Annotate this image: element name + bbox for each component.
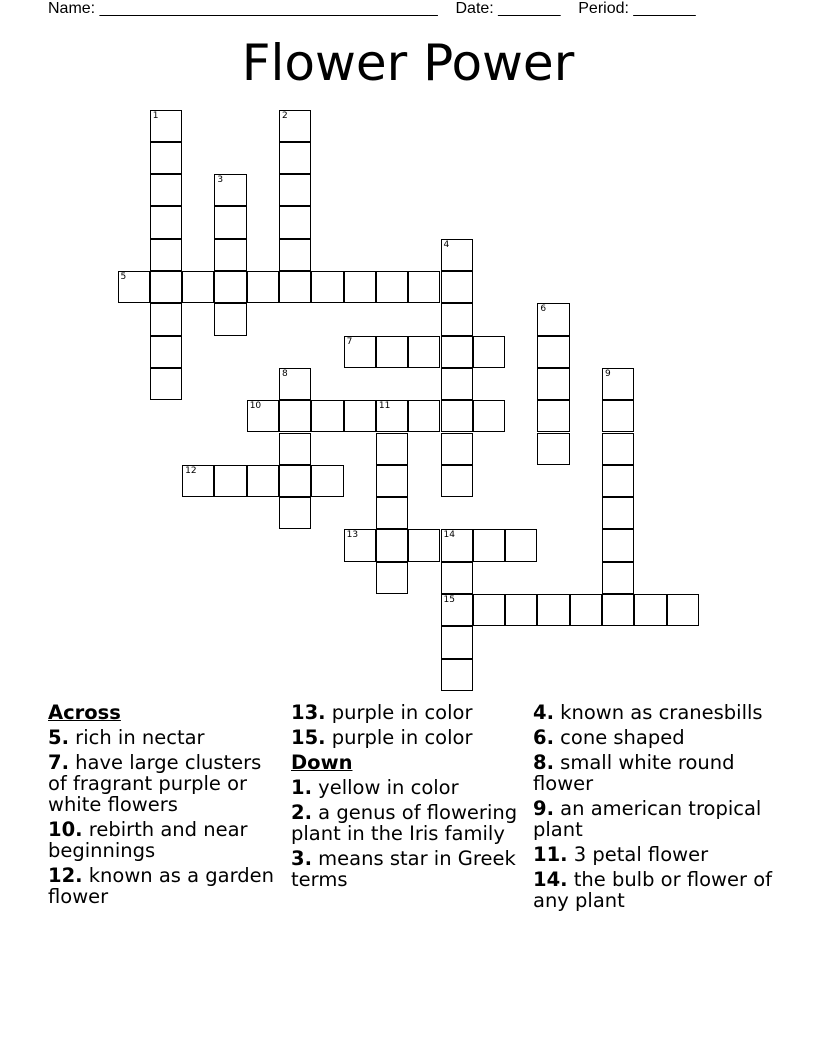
clue-10	[48, 819, 280, 861]
crossword-cell[interactable]	[214, 174, 246, 206]
clue-text: yellow in color	[311, 776, 459, 799]
clue-text: the bulb or flower of any plant	[533, 868, 772, 912]
crossword-cell[interactable]	[311, 400, 343, 432]
clue-number: 6.	[533, 726, 554, 749]
across-clue-list	[48, 727, 280, 907]
crossword-cell[interactable]	[537, 303, 569, 335]
crossword-cell[interactable]	[150, 368, 182, 400]
crossword-cell[interactable]	[602, 400, 634, 432]
down-heading: Down	[291, 751, 353, 774]
crossword-cell[interactable]	[505, 594, 537, 626]
crossword-cell[interactable]	[247, 271, 279, 303]
crossword-cell[interactable]	[118, 271, 150, 303]
crossword-cell[interactable]	[279, 433, 311, 465]
crossword-cell[interactable]	[441, 271, 473, 303]
crossword-cell[interactable]	[441, 594, 473, 626]
crossword-cell[interactable]	[537, 594, 569, 626]
crossword-cell[interactable]	[441, 336, 473, 368]
crossword-cell[interactable]	[537, 336, 569, 368]
crossword-cell[interactable]	[214, 239, 246, 271]
crossword-cell[interactable]	[376, 562, 408, 594]
clue-9	[533, 798, 773, 840]
crossword-cell[interactable]	[344, 271, 376, 303]
crossword-cell[interactable]	[150, 142, 182, 174]
crossword-cell[interactable]	[602, 529, 634, 561]
cell-number: 8	[282, 368, 288, 379]
cell-number: 9	[605, 368, 611, 379]
across-clue-list-continued	[291, 702, 523, 748]
crossword-cell[interactable]	[247, 465, 279, 497]
crossword-cell[interactable]	[376, 271, 408, 303]
crossword-cell[interactable]	[150, 303, 182, 335]
crossword-cell[interactable]	[279, 400, 311, 432]
cell-number: 3	[217, 175, 224, 186]
crossword-cell[interactable]	[279, 465, 311, 497]
clue-13	[291, 702, 523, 723]
crossword-cell[interactable]	[408, 400, 440, 432]
crossword-cell[interactable]	[602, 465, 634, 497]
clue-text: known as cranesbills	[553, 701, 763, 724]
clue-text: cone shaped	[553, 726, 685, 749]
cell-number: 6	[540, 304, 547, 315]
cell-number: 2	[282, 110, 288, 121]
clue-column-1	[48, 702, 280, 911]
crossword-cell[interactable]	[473, 336, 505, 368]
clue-text: known as a garden flower	[48, 864, 275, 908]
cell-number: 13	[346, 530, 359, 541]
clue-number: 2.	[291, 801, 312, 824]
crossword-cell[interactable]	[441, 303, 473, 335]
clue-text: purple in color	[325, 701, 473, 724]
crossword-cell[interactable]	[214, 303, 246, 335]
crossword-cell[interactable]	[344, 400, 376, 432]
crossword-cell[interactable]	[150, 336, 182, 368]
crossword-cell[interactable]	[441, 433, 473, 465]
crossword-cell[interactable]	[279, 174, 311, 206]
crossword-cell[interactable]	[376, 336, 408, 368]
clue-2	[291, 802, 523, 844]
crossword-cell[interactable]	[376, 497, 408, 529]
crossword-cell[interactable]	[441, 368, 473, 400]
clue-number: 15.	[291, 726, 326, 749]
crossword-cell[interactable]	[279, 142, 311, 174]
crossword-cell[interactable]	[505, 529, 537, 561]
clue-5	[48, 727, 280, 748]
crossword-cell[interactable]	[247, 400, 279, 432]
clue-15	[291, 727, 523, 748]
cell-number: 5	[120, 272, 127, 282]
clue-11	[533, 844, 773, 865]
crossword-cell[interactable]	[408, 336, 440, 368]
clue-8	[533, 752, 773, 794]
clue-6	[533, 727, 773, 748]
crossword-cell[interactable]	[441, 529, 473, 561]
crossword-cell[interactable]	[214, 271, 246, 303]
crossword-cell[interactable]	[376, 465, 408, 497]
crossword-cell[interactable]	[441, 239, 473, 271]
cell-number: 15	[443, 595, 455, 605]
crossword-cell[interactable]	[279, 110, 311, 142]
clue-number: 12.	[48, 864, 83, 887]
cell-number: 7	[346, 336, 353, 347]
crossword-cell[interactable]	[311, 465, 343, 497]
clue-number: 13.	[291, 701, 326, 724]
crossword-cell[interactable]	[667, 594, 699, 626]
crossword-cell[interactable]	[602, 433, 634, 465]
clue-number: 1.	[291, 776, 312, 799]
crossword-cell[interactable]	[537, 400, 569, 432]
clue-column-2	[291, 702, 523, 894]
crossword-cell[interactable]	[473, 594, 505, 626]
crossword-cell[interactable]	[441, 562, 473, 594]
clue-text: rebirth and near beginnings	[48, 818, 248, 862]
clue-number: 4.	[533, 701, 554, 724]
clue-text: an american tropical plant	[533, 797, 762, 841]
clue-1	[291, 777, 523, 798]
clue-7	[48, 752, 280, 815]
clue-column-3	[533, 702, 773, 915]
crossword-cell[interactable]	[150, 239, 182, 271]
cell-number: 14	[443, 530, 455, 541]
clue-12	[48, 865, 280, 907]
clue-14	[533, 869, 773, 911]
crossword-cell[interactable]	[408, 271, 440, 303]
cell-number: 10	[249, 401, 262, 412]
crossword-cell[interactable]	[473, 529, 505, 561]
crossword-cell[interactable]	[150, 206, 182, 238]
cell-number: 1	[152, 110, 159, 121]
crossword-cell[interactable]	[344, 529, 376, 561]
clue-number: 5.	[48, 726, 69, 749]
crossword-cell[interactable]	[279, 206, 311, 238]
clue-number: 7.	[48, 751, 69, 774]
crossword-cell[interactable]	[344, 336, 376, 368]
clue-text: purple in color	[325, 726, 473, 749]
crossword-cell[interactable]	[279, 271, 311, 303]
crossword-cell[interactable]	[602, 497, 634, 529]
page-title: Flower Power	[241, 34, 575, 92]
across-heading: Across	[48, 701, 121, 724]
cell-number: 11	[378, 401, 391, 412]
down-clue-list-continued	[533, 702, 773, 911]
crossword-cell[interactable]	[376, 433, 408, 465]
crossword-cell[interactable]	[473, 400, 505, 432]
down-clue-list	[291, 777, 523, 890]
crossword-cell[interactable]	[182, 465, 214, 497]
clue-text: means star in Greek terms	[291, 847, 516, 891]
clue-text: a genus of flowering plant in the Iris family	[291, 801, 518, 845]
clue-number: 10.	[48, 818, 83, 841]
crossword-cell[interactable]	[602, 562, 634, 594]
crossword-cell[interactable]	[150, 110, 182, 142]
crossword-cell[interactable]	[279, 239, 311, 271]
crossword-cell[interactable]	[602, 594, 634, 626]
clue-text: small white round flower	[533, 751, 735, 795]
clue-number: 9.	[533, 797, 554, 820]
crossword-cell[interactable]	[441, 465, 473, 497]
crossword-cell[interactable]	[214, 465, 246, 497]
crossword-cell[interactable]	[441, 659, 473, 691]
crossword-cell[interactable]	[182, 271, 214, 303]
clue-number: 8.	[533, 751, 554, 774]
crossword-cell[interactable]	[150, 271, 182, 303]
crossword-cell[interactable]	[570, 594, 602, 626]
crossword-cell[interactable]	[150, 174, 182, 206]
crossword-cell[interactable]	[634, 594, 666, 626]
clue-number: 3.	[291, 847, 312, 870]
cell-number: 12	[185, 465, 197, 476]
clue-text: 3 petal flower	[567, 843, 709, 866]
crossword-cell[interactable]	[376, 529, 408, 561]
crossword-cell[interactable]	[441, 400, 473, 432]
cell-number: 4	[443, 239, 450, 250]
clue-text: rich in nectar	[68, 726, 205, 749]
crossword-cell[interactable]	[214, 206, 246, 238]
clue-4	[533, 702, 773, 723]
crossword-cell[interactable]	[311, 271, 343, 303]
clue-number: 14.	[533, 868, 568, 891]
crossword-cell[interactable]	[408, 529, 440, 561]
crossword-cell[interactable]	[279, 497, 311, 529]
crossword-cell[interactable]	[602, 368, 634, 400]
clue-3	[291, 848, 523, 890]
crossword-cell[interactable]	[537, 368, 569, 400]
crossword-cell[interactable]	[376, 400, 408, 432]
crossword-cell[interactable]	[537, 433, 569, 465]
name-date-period-line: Name: ______________________________________ Date: _______ Period: _______	[48, 0, 696, 17]
clue-number: 11.	[533, 843, 568, 866]
crossword-cell[interactable]	[279, 368, 311, 400]
crossword-cell[interactable]	[441, 626, 473, 658]
clue-text: have large clusters of fragrant purple or white flowers	[48, 751, 262, 816]
